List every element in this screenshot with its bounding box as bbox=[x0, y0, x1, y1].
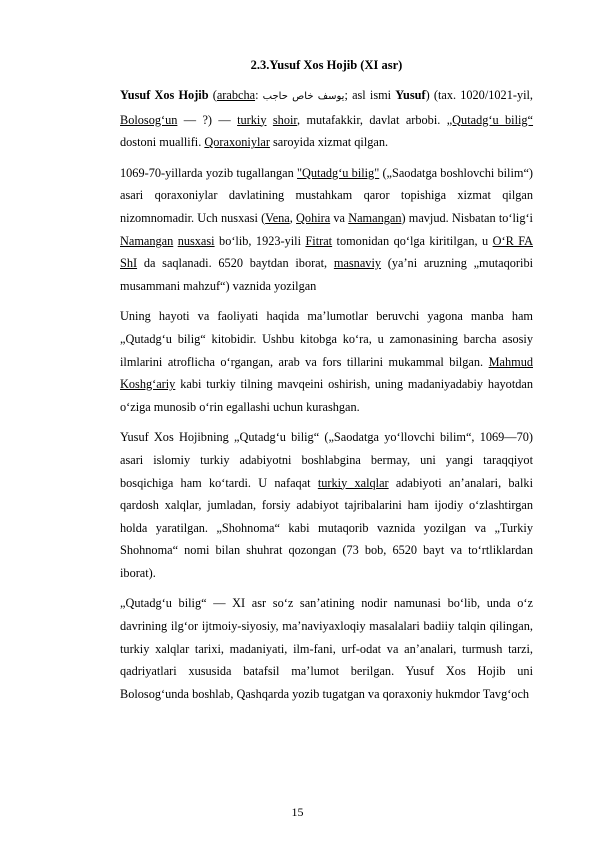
link-namangan-2[interactable]: Namangan bbox=[120, 233, 174, 248]
author-name: Yusuf Xos Hojib bbox=[120, 88, 209, 102]
link-vena[interactable]: Vena bbox=[265, 210, 290, 225]
text-fragment: „Qutadg‘u bilig“ — XI asr so‘z san’atining nodir namunasi bo‘lib, unda o‘z davrining ilg‘or ijtmoiy-siyosiy, ma’naviyaxloqiy masalalari badiiy talqin qilingan, turkiy xalqlar tarixi, madaniyati, ilm-fani, urf-odat va an’analari, turmush tarzi, qadriyatlari xususida batafsil ma’lumot berilgan. Yusuf Xos Hojib uni Bolosog‘unda boshlab, Qashqarda yozib tugatgan va qoraxoniy hukmdor Tavg‘och bbox=[120, 596, 533, 701]
paragraph-work bbox=[120, 162, 533, 298]
text-fragment: ( bbox=[208, 88, 217, 102]
text-fragment: ; asl ismi bbox=[344, 88, 396, 102]
text-fragment: (ya’ni aruzning „mutaqoribi musammani mahzuf“) vaznida yozilgan bbox=[120, 256, 534, 293]
link-qohira[interactable]: Qohira bbox=[296, 210, 331, 225]
paragraph-intro bbox=[120, 84, 533, 154]
text-fragment: saroyida xizmat qilgan. bbox=[269, 135, 389, 150]
text-fragment: , bbox=[289, 210, 297, 225]
text-fragment: : bbox=[255, 88, 263, 102]
link-arabcha[interactable]: arabcha bbox=[216, 88, 256, 102]
link-ozr-fa-shi[interactable]: O‘R FA ShI bbox=[120, 233, 534, 271]
page-number: 15 bbox=[291, 805, 304, 819]
text-fragment: da saqlanadi. 6520 baytdan iborat, bbox=[137, 256, 334, 271]
link-nusxasi[interactable]: nusxasi bbox=[177, 233, 215, 248]
page-content bbox=[120, 56, 533, 713]
link-namangan[interactable]: Namangan bbox=[348, 210, 402, 225]
paragraph-significance bbox=[120, 426, 533, 584]
text-fragment: 1069-70-yillarda yozib tugallangan bbox=[120, 165, 297, 180]
arabic-name: يوسف خاص حاجب bbox=[262, 91, 345, 102]
link-shoir[interactable]: shoir bbox=[272, 112, 297, 127]
text-fragment: kabi turkiy tilning mavqeini oshirish, uning madaniyadabiy hayotdan o‘ziga munosib o‘rin egallashi uchun kurashgan. bbox=[120, 377, 533, 414]
text-fragment: bo‘lib, 1923-yili bbox=[214, 233, 306, 248]
paragraph-biography bbox=[120, 305, 533, 418]
text-fragment: Uning hayoti va faoliyati haqida ma’lumotlar beruvchi yagona manba ham „Qutadg‘u bilig“ kitobidir. Ushbu kitobga ko‘ra, u zamonasining barcha asosiy ilmlarini atroflicha o‘rgangan, arab va fors tillarini mukammal bilgan. bbox=[120, 309, 533, 369]
link-bolosogun[interactable]: Bolosog‘un bbox=[120, 112, 178, 127]
link-mahmud-koshgariy[interactable]: Mahmud Koshg‘ariy bbox=[120, 354, 533, 392]
link-qutadgu-bilig[interactable]: „Qutadg‘u bilig“ bbox=[446, 112, 534, 127]
link-qoraxoniylar[interactable]: Qoraxoniylar bbox=[204, 135, 270, 150]
text-fragment: Yusuf Xos Hojibning „Qutadg‘u bilig“ („Saodatga yo‘llovchi bilim“, 1069—70) asari islomiy turkiy adabiyotni boshlabgina bermay, uni yangi taraqqiyot bosqichiga ham ko‘tardi. U nafaqat bbox=[120, 430, 533, 490]
link-qutadgu-bilig-2[interactable]: "Qutadg‘u bilig" bbox=[296, 165, 380, 180]
text-fragment: dostoni muallifi. bbox=[120, 135, 205, 150]
link-fitrat[interactable]: Fitrat bbox=[305, 233, 333, 248]
text-fragment: adabiyoti an’analari, balki qardosh xalqlar, jumladan, forsiy adabiyot tajribalarini ham ijodiy o‘zlashtirgan holda yaratilgan. „Shohnoma“ kabi mutaqorib vaznida yozilgan va „Turkiy Shohnoma“ nomi bilan shuhrat qozongan (73 bob, 6520 bayt va to‘rtliklardan iborat). bbox=[120, 475, 533, 580]
text-fragment: — ?) — bbox=[177, 112, 238, 127]
text-fragment: ) (tax. 1020/1021-yil, bbox=[425, 88, 533, 102]
link-turkiy[interactable]: turkiy bbox=[237, 112, 267, 127]
link-turkiy-xalqlar[interactable]: turkiy xalqlar bbox=[317, 475, 389, 490]
paragraph-masterpiece bbox=[120, 592, 533, 705]
text-fragment: tomonidan qo‘lga kiritilgan, u bbox=[332, 233, 493, 248]
text-fragment: va bbox=[330, 210, 349, 225]
section-title: 2.3.Yusuf Xos Hojib (XI asr) bbox=[250, 58, 403, 72]
link-masnaviy[interactable]: masnaviy bbox=[333, 256, 382, 271]
text-fragment: , mutafakkir, davlat arbobi. bbox=[297, 112, 447, 127]
text-fragment: („Saodatga boshlovchi bilim“) asari qoraxoniylar davlatining mustahkam qaror topishiga xizmat qilgan nizomnomadir. Uch nusxasi ( bbox=[120, 165, 533, 225]
text-fragment: ) mavjud. Nisbatan to‘lig‘i bbox=[401, 210, 533, 225]
original-name: Yusuf bbox=[395, 88, 426, 102]
